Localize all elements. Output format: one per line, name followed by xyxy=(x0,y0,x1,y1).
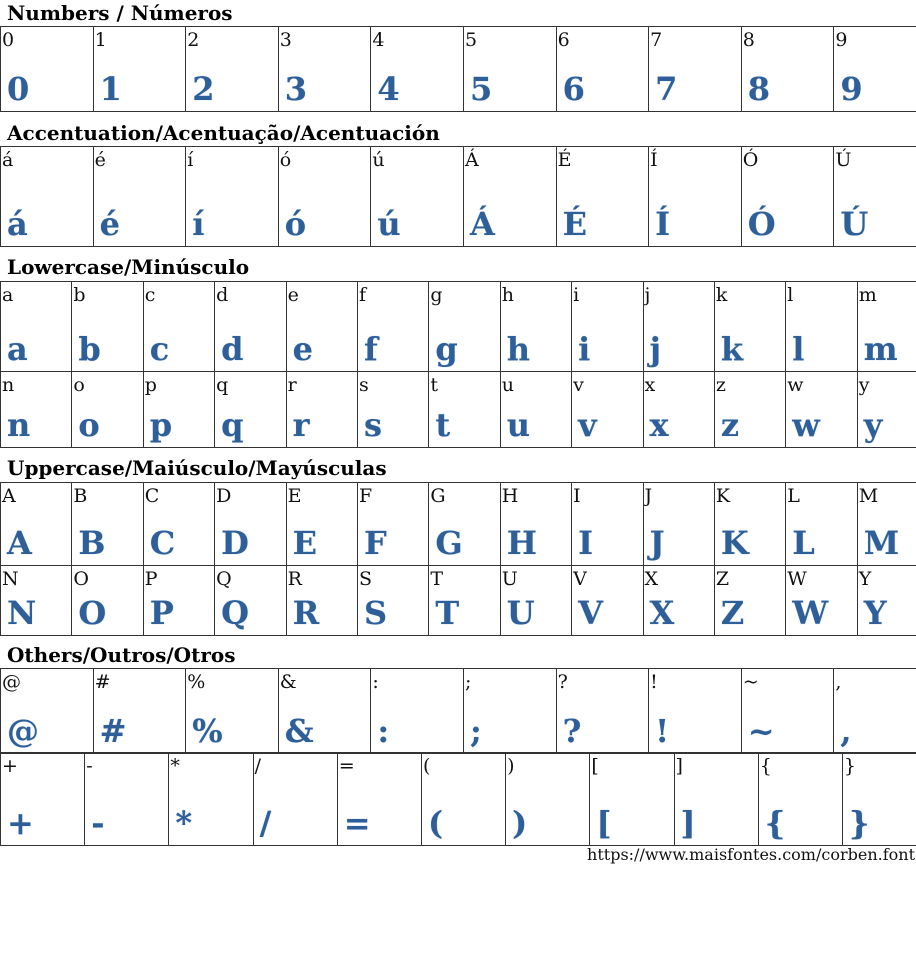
char-label: = xyxy=(338,755,355,777)
glyph-sample: Ó xyxy=(747,205,776,243)
glyph-sample: 7 xyxy=(655,70,678,108)
char-label: [ xyxy=(591,755,599,777)
glyph-cell xyxy=(215,483,286,566)
char-label: Í xyxy=(650,149,658,171)
glyph-sample: % xyxy=(192,712,223,750)
char-label: e xyxy=(287,284,299,306)
char-label: o xyxy=(73,374,85,396)
glyph-sample: 3 xyxy=(284,70,308,108)
glyph-sample: F xyxy=(363,524,387,562)
char-label: / xyxy=(254,755,261,777)
char-label: J xyxy=(644,485,653,507)
glyph-cell xyxy=(429,566,500,636)
glyph-cell xyxy=(649,27,742,112)
glyph-cell xyxy=(572,483,643,566)
glyph-cell xyxy=(278,669,371,754)
char-label: { xyxy=(759,755,772,777)
others-table-1 xyxy=(0,668,916,754)
char-label: T xyxy=(430,568,444,590)
accents-title: Accentuation/Acentuação/Acentuación xyxy=(7,121,440,145)
glyph-cell xyxy=(834,147,916,247)
char-label: K xyxy=(715,485,731,507)
glyph-sample: } xyxy=(848,804,870,842)
glyph-cell xyxy=(500,483,571,566)
glyph-cell xyxy=(286,372,357,448)
glyph-sample: K xyxy=(720,524,749,562)
char-label: @ xyxy=(2,671,21,693)
glyph-cell xyxy=(143,483,214,566)
glyph-sample: Y xyxy=(863,594,887,632)
glyph-sample: 0 xyxy=(7,70,30,108)
char-label: s xyxy=(358,374,369,396)
glyph-sample: v xyxy=(578,406,597,444)
glyph-cell xyxy=(186,669,279,754)
glyph-sample: k xyxy=(720,330,744,368)
glyph-cell xyxy=(590,753,674,846)
glyph-row xyxy=(1,27,916,112)
glyph-sample: J xyxy=(649,524,665,562)
char-label: M xyxy=(858,485,879,507)
glyph-row xyxy=(1,669,916,754)
glyph-cell xyxy=(500,282,571,372)
char-label: L xyxy=(787,485,800,507)
glyph-cell xyxy=(1,282,72,372)
glyph-cell xyxy=(357,566,428,636)
glyph-cell xyxy=(371,669,464,754)
glyph-cell xyxy=(215,566,286,636)
numbers-table xyxy=(0,26,916,112)
char-label: 0 xyxy=(2,29,15,51)
glyph-sample: @ xyxy=(7,712,39,750)
glyph-cell xyxy=(429,372,500,448)
glyph-sample: É xyxy=(562,205,587,243)
glyph-sample: E xyxy=(292,524,317,562)
glyph-sample: 9 xyxy=(840,70,863,108)
char-label: } xyxy=(843,755,856,777)
glyph-sample: S xyxy=(363,594,388,632)
char-label: : xyxy=(372,671,379,693)
glyph-sample: P xyxy=(149,594,174,632)
glyph-cell xyxy=(286,483,357,566)
glyph-cell xyxy=(556,27,649,112)
char-label: Ú xyxy=(835,149,852,171)
char-label: c xyxy=(144,284,156,306)
glyph-sample: D xyxy=(221,524,249,562)
char-label: 3 xyxy=(279,29,292,51)
glyph-cell xyxy=(556,669,649,754)
char-label: 7 xyxy=(650,29,663,51)
char-label: D xyxy=(216,485,232,507)
glyph-cell xyxy=(186,147,279,247)
char-label: # xyxy=(94,671,111,693)
glyph-cell xyxy=(1,27,94,112)
char-label: f xyxy=(358,284,366,306)
glyph-sample: p xyxy=(149,406,173,444)
glyph-row xyxy=(1,566,916,636)
glyph-cell xyxy=(649,669,742,754)
char-label: N xyxy=(2,568,19,590)
glyph-cell xyxy=(143,282,214,372)
char-label: F xyxy=(358,485,373,507)
glyph-cell xyxy=(643,282,714,372)
glyph-sample: O xyxy=(78,594,107,632)
char-label: 1 xyxy=(94,29,107,51)
char-label: t xyxy=(430,374,438,396)
glyph-cell xyxy=(286,282,357,372)
char-label: * xyxy=(170,755,180,777)
char-label: Z xyxy=(715,568,730,590)
glyph-sample: T xyxy=(435,594,460,632)
glyph-sample: # xyxy=(99,712,127,750)
char-label: & xyxy=(279,671,297,693)
glyph-sample: ) xyxy=(512,804,528,842)
char-label: Y xyxy=(858,568,872,590)
char-label: P xyxy=(144,568,158,590)
char-label: i xyxy=(573,284,580,306)
glyph-cell xyxy=(429,282,500,372)
glyph-sample: h xyxy=(506,330,530,368)
glyph-cell xyxy=(463,669,556,754)
char-label: S xyxy=(358,568,372,590)
glyph-cell xyxy=(72,282,143,372)
glyph-sample: 5 xyxy=(469,70,493,108)
char-label: n xyxy=(2,374,15,396)
glyph-cell xyxy=(215,372,286,448)
char-label: G xyxy=(430,485,446,507)
char-label: u xyxy=(501,374,514,396)
glyph-cell xyxy=(357,483,428,566)
char-label: í xyxy=(187,149,194,171)
glyph-cell xyxy=(1,147,94,247)
glyph-sample: A xyxy=(7,524,32,562)
glyph-sample: M xyxy=(863,524,900,562)
glyph-sample: V xyxy=(578,594,603,632)
glyph-sample: 8 xyxy=(747,70,771,108)
glyph-cell xyxy=(93,147,186,247)
glyph-sample: W xyxy=(792,594,829,632)
char-label: ; xyxy=(464,671,472,693)
glyph-sample: X xyxy=(649,594,675,632)
glyph-cell xyxy=(643,483,714,566)
uppercase-title: Uppercase/Maiúsculo/Mayúsculas xyxy=(7,456,387,480)
glyph-sample: ~ xyxy=(747,712,775,750)
glyph-cell xyxy=(786,483,857,566)
char-label: 5 xyxy=(464,29,478,51)
glyph-cell xyxy=(842,753,916,846)
char-label: p xyxy=(144,374,157,396)
char-label: % xyxy=(187,671,206,693)
glyph-cell xyxy=(649,147,742,247)
glyph-sample: L xyxy=(792,524,815,562)
char-label: H xyxy=(501,485,519,507)
char-label: 9 xyxy=(835,29,848,51)
char-label: Á xyxy=(464,149,479,171)
char-label: x xyxy=(644,374,656,396)
char-label: ) xyxy=(507,755,515,777)
glyph-sample: c xyxy=(149,330,170,368)
glyph-sample: o xyxy=(78,406,100,444)
char-label: ~ xyxy=(742,671,759,693)
glyph-sample: C xyxy=(149,524,176,562)
glyph-cell xyxy=(72,566,143,636)
char-label: R xyxy=(287,568,302,590)
glyph-sample: i xyxy=(578,330,591,368)
glyph-sample: ? xyxy=(562,712,582,750)
glyph-cell xyxy=(834,669,916,754)
glyph-row xyxy=(1,753,916,846)
char-label: á xyxy=(2,149,14,171)
glyph-sample: R xyxy=(292,594,320,632)
glyph-cell xyxy=(741,669,834,754)
char-label: U xyxy=(501,568,518,590)
glyph-cell xyxy=(186,27,279,112)
glyph-sample: á xyxy=(7,205,28,243)
glyph-cell xyxy=(758,753,842,846)
char-label: v xyxy=(573,374,584,396)
char-label: y xyxy=(858,374,870,396)
glyph-cell xyxy=(572,282,643,372)
glyph-sample: Á xyxy=(469,205,495,243)
char-label: a xyxy=(2,284,14,306)
glyph-cell xyxy=(72,372,143,448)
glyph-cell xyxy=(1,372,72,448)
glyph-sample: u xyxy=(506,406,530,444)
glyph-sample: : xyxy=(377,712,390,750)
glyph-cell xyxy=(643,566,714,636)
glyph-sample: Q xyxy=(221,594,250,632)
char-label: 8 xyxy=(742,29,755,51)
glyph-sample: y xyxy=(863,406,883,444)
glyph-row xyxy=(1,147,916,247)
glyph-cell xyxy=(278,147,371,247)
glyph-sample: e xyxy=(292,330,313,368)
glyph-sample: + xyxy=(7,804,34,842)
glyph-cell xyxy=(93,27,186,112)
glyph-sample: b xyxy=(78,330,101,368)
glyph-sample: ! xyxy=(655,712,670,750)
glyph-sample: 2 xyxy=(192,70,215,108)
glyph-cell xyxy=(786,372,857,448)
char-label: ! xyxy=(650,671,658,693)
char-label: z xyxy=(715,374,726,396)
glyph-cell xyxy=(834,27,916,112)
glyph-cell xyxy=(72,483,143,566)
glyph-row xyxy=(1,372,916,448)
glyph-sample: g xyxy=(435,330,458,368)
glyph-cell xyxy=(93,669,186,754)
glyph-cell xyxy=(143,566,214,636)
glyph-cell xyxy=(463,27,556,112)
char-label: r xyxy=(287,374,297,396)
glyph-cell xyxy=(857,372,916,448)
glyph-cell xyxy=(556,147,649,247)
glyph-sample: B xyxy=(78,524,106,562)
glyph-cell xyxy=(278,27,371,112)
others-title: Others/Outros/Otros xyxy=(7,643,236,667)
char-label: É xyxy=(557,149,572,171)
glyph-cell xyxy=(786,282,857,372)
char-label: w xyxy=(787,374,804,396)
char-label: A xyxy=(2,485,16,507)
glyph-cell xyxy=(714,566,785,636)
char-label: - xyxy=(86,755,93,777)
char-label: g xyxy=(430,284,443,306)
glyph-cell xyxy=(337,753,421,846)
glyph-sample: I xyxy=(578,524,594,562)
glyph-cell xyxy=(714,372,785,448)
glyph-cell xyxy=(857,282,916,372)
char-label: Ó xyxy=(742,149,759,171)
glyph-cell xyxy=(253,753,337,846)
char-label: 4 xyxy=(372,29,385,51)
char-label: 6 xyxy=(557,29,570,51)
char-label: 2 xyxy=(187,29,200,51)
glyph-sample: ( xyxy=(427,804,444,842)
glyph-cell xyxy=(741,147,834,247)
char-label: d xyxy=(216,284,229,306)
glyph-cell xyxy=(286,566,357,636)
char-label: h xyxy=(501,284,514,306)
glyph-cell xyxy=(786,566,857,636)
glyph-cell xyxy=(357,282,428,372)
glyph-sample: = xyxy=(343,804,371,842)
char-label: + xyxy=(2,755,18,777)
glyph-sample: ú xyxy=(377,205,401,243)
glyph-sample: - xyxy=(91,804,105,842)
numbers-title: Numbers / Números xyxy=(7,1,233,25)
glyph-cell xyxy=(143,372,214,448)
glyph-cell xyxy=(500,566,571,636)
glyph-cell xyxy=(371,147,464,247)
char-label: E xyxy=(287,485,302,507)
glyph-sample: r xyxy=(292,406,310,444)
glyph-cell xyxy=(1,566,72,636)
glyph-sample: { xyxy=(764,804,786,842)
glyph-sample: j xyxy=(649,330,662,368)
glyph-cell xyxy=(674,753,758,846)
glyph-sample: 1 xyxy=(99,70,122,108)
glyph-sample: & xyxy=(284,712,314,750)
glyph-cell xyxy=(1,483,72,566)
glyph-sample: N xyxy=(7,594,37,632)
char-label: j xyxy=(644,284,651,306)
glyph-cell xyxy=(500,372,571,448)
char-label: V xyxy=(573,568,587,590)
others-table-2 xyxy=(0,752,916,846)
glyph-cell xyxy=(572,566,643,636)
char-label: é xyxy=(94,149,106,171)
glyph-sample: Ú xyxy=(840,205,869,243)
glyph-sample: Z xyxy=(720,594,745,632)
uppercase-table xyxy=(0,482,916,636)
glyph-sample: x xyxy=(649,406,669,444)
glyph-sample: f xyxy=(363,330,378,368)
glyph-cell xyxy=(1,753,85,846)
char-label: B xyxy=(73,485,88,507)
glyph-sample: ó xyxy=(284,205,307,243)
source-url: https://www.maisfontes.com/corben.font xyxy=(587,845,915,864)
char-label: Q xyxy=(216,568,232,590)
glyph-sample: ; xyxy=(469,712,482,750)
glyph-sample: / xyxy=(259,804,272,842)
glyph-cell xyxy=(357,372,428,448)
glyph-sample: Í xyxy=(655,205,671,243)
glyph-sample: í xyxy=(192,205,205,243)
glyph-cell xyxy=(85,753,169,846)
glyph-sample: 4 xyxy=(377,70,400,108)
glyph-sample: 6 xyxy=(562,70,585,108)
glyph-sample: w xyxy=(792,406,820,444)
lowercase-table xyxy=(0,281,916,448)
glyph-sample: ] xyxy=(680,804,696,842)
char-label: W xyxy=(787,568,807,590)
glyph-row xyxy=(1,483,916,566)
glyph-sample: m xyxy=(863,330,898,368)
glyph-sample: H xyxy=(506,524,537,562)
glyph-cell xyxy=(714,483,785,566)
char-label: , xyxy=(835,671,842,693)
glyph-cell xyxy=(741,27,834,112)
glyph-sample: d xyxy=(221,330,244,368)
glyph-cell xyxy=(169,753,253,846)
char-label: ] xyxy=(675,755,683,777)
char-label: ? xyxy=(557,671,568,693)
glyph-sample: n xyxy=(7,406,31,444)
char-label: ( xyxy=(422,755,431,777)
glyph-row xyxy=(1,282,916,372)
glyph-cell xyxy=(506,753,590,846)
glyph-sample: q xyxy=(221,406,244,444)
char-label: C xyxy=(144,485,160,507)
char-label: k xyxy=(715,284,728,306)
glyph-sample: [ xyxy=(596,804,612,842)
glyph-cell xyxy=(1,669,94,754)
glyph-sample: * xyxy=(175,804,193,842)
char-label: ú xyxy=(372,149,385,171)
glyph-cell xyxy=(429,483,500,566)
char-label: ó xyxy=(279,149,292,171)
glyph-sample: G xyxy=(435,524,463,562)
glyph-sample: t xyxy=(435,406,451,444)
glyph-sample: s xyxy=(363,406,382,444)
glyph-cell xyxy=(421,753,505,846)
glyph-cell xyxy=(572,372,643,448)
lowercase-title: Lowercase/Minúsculo xyxy=(7,255,250,279)
glyph-sample: l xyxy=(792,330,805,368)
glyph-cell xyxy=(371,27,464,112)
glyph-cell xyxy=(215,282,286,372)
glyph-sample: U xyxy=(506,594,535,632)
char-label: X xyxy=(644,568,659,590)
char-label: m xyxy=(858,284,877,306)
glyph-cell xyxy=(857,566,916,636)
glyph-cell xyxy=(643,372,714,448)
glyph-sample: a xyxy=(7,330,28,368)
glyph-cell xyxy=(463,147,556,247)
glyph-sample: , xyxy=(840,712,852,750)
char-label: I xyxy=(573,485,581,507)
glyph-cell xyxy=(857,483,916,566)
char-label: O xyxy=(73,568,89,590)
accents-table xyxy=(0,146,916,247)
char-label: q xyxy=(216,374,229,396)
glyph-cell xyxy=(714,282,785,372)
char-label: l xyxy=(787,284,794,306)
glyph-sample: z xyxy=(720,406,740,444)
glyph-sample: é xyxy=(99,205,120,243)
char-label: b xyxy=(73,284,86,306)
